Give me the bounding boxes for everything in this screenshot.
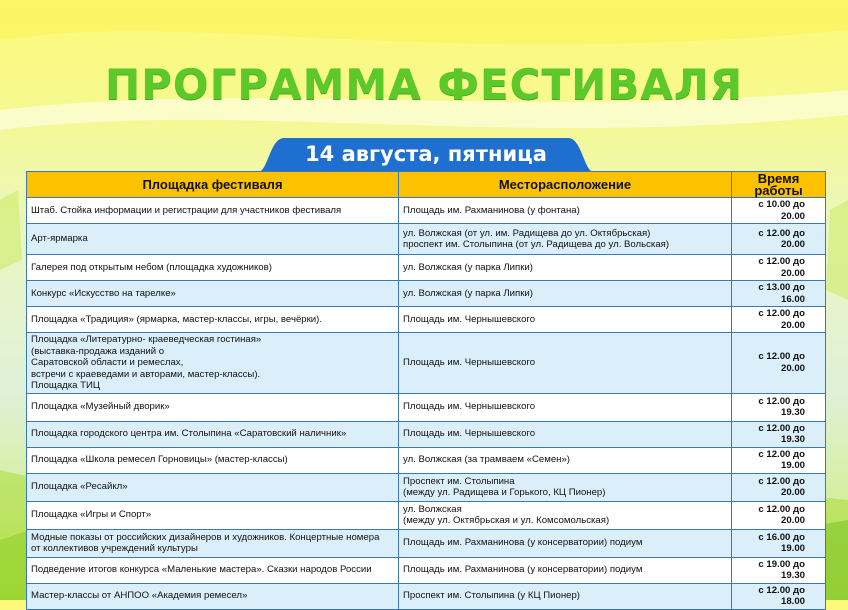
date-tab <box>258 136 594 172</box>
table-row <box>27 473 826 501</box>
cell-location-line: (между ул. Октябрьская и ул. Комсомольская) <box>403 515 610 526</box>
cell-location <box>399 333 732 394</box>
cell-venue-line: Площадка «Игры и Спорт» <box>31 509 152 521</box>
cell-time: с 12.00 до 19.30 <box>732 393 826 421</box>
cell-venue <box>27 557 399 583</box>
cell-venue <box>27 447 399 473</box>
cell-location-line: Площадь им. Чернышевского <box>403 357 536 368</box>
cell-venue <box>27 255 399 281</box>
cell-venue-line: Конкурс «Искусство на тарелке» <box>31 287 176 299</box>
cell-venue-line: встречи с краеведами и авторами, мастер-классы). <box>31 368 261 380</box>
cell-venue-line: от коллективов учреждений культуры <box>31 543 198 554</box>
cell-venue-line: Площадка ТИЦ <box>31 380 101 391</box>
cell-venue-line: Площадка «Литературно- краеведческая гостиная» <box>31 334 262 345</box>
table-row <box>27 421 826 447</box>
cell-venue-line: Галерея под открытым небом (площадка художников) <box>31 261 272 273</box>
cell-location <box>399 501 732 529</box>
cell-location-line: (между ул. Радищева и Горького, КЦ Пионер) <box>403 487 606 498</box>
cell-venue <box>27 333 399 394</box>
cell-time: с 12.00 до 20.00 <box>732 473 826 501</box>
cell-location <box>399 473 732 501</box>
cell-location-line: Площадь им. Рахманинова (у консерватории) подиум <box>403 537 643 549</box>
cell-time: с 12.00 до 20.00 <box>732 307 826 333</box>
table-row <box>27 447 826 473</box>
cell-venue <box>27 473 399 501</box>
cell-location-line: проспект им. Столыпина (от ул. Радищева до ул. Вольская) <box>403 239 670 250</box>
table-row <box>27 281 826 307</box>
program-table <box>26 171 825 610</box>
cell-time: с 12.00 до 19.00 <box>732 447 826 473</box>
cell-location <box>399 583 732 609</box>
cell-venue <box>27 224 399 255</box>
cell-venue <box>27 583 399 609</box>
cell-venue <box>27 307 399 333</box>
cell-location-line: Проспект им. Столыпина <box>403 475 515 487</box>
column-header-location: Месторасположение <box>399 172 732 198</box>
cell-venue <box>27 198 399 224</box>
cell-location <box>399 421 732 447</box>
cell-venue <box>27 529 399 557</box>
cell-location <box>399 255 732 281</box>
table-row <box>27 198 826 224</box>
cell-time: с 13.00 до 16.00 <box>732 281 826 307</box>
cell-venue <box>27 501 399 529</box>
cell-location <box>399 224 732 255</box>
cell-location <box>399 281 732 307</box>
cell-time: с 12.00 до 20.00 <box>732 224 826 255</box>
cell-location <box>399 307 732 333</box>
cell-venue-line: Арт-ярмарка <box>31 233 88 245</box>
page-title: ПРОГРАММА ФЕСТИВАЛЯ <box>104 60 744 109</box>
cell-location-line: Площадь им. Чернышевского <box>403 313 536 325</box>
table-row <box>27 333 826 394</box>
cell-location <box>399 529 732 557</box>
cell-location-line: ул. Волжская (у парка Липки) <box>403 287 533 299</box>
date-label: 14 августа, пятница <box>305 142 547 166</box>
cell-location-line: Площадь им. Чернышевского <box>403 428 536 440</box>
cell-location-line: Площадь им. Рахманинова (у фонтана) <box>403 204 580 216</box>
cell-venue <box>27 393 399 421</box>
cell-venue-line: Штаб. Стойка информации и регистрации для участников фестиваля <box>31 204 342 216</box>
cell-location-line: Проспект им. Столыпина (у КЦ Пионер) <box>403 590 580 602</box>
table-row <box>27 307 826 333</box>
cell-time: с 19.00 до 19.30 <box>732 557 826 583</box>
cell-time: с 12.00 до 18.00 <box>732 583 826 609</box>
cell-time: с 16.00 до 19.00 <box>732 529 826 557</box>
cell-venue-line: Мастер-классы от АНПОО «Академия ремесел» <box>31 590 248 602</box>
table-row <box>27 557 826 583</box>
cell-location <box>399 198 732 224</box>
cell-venue <box>27 281 399 307</box>
cell-location-line: ул. Волжская (от ул. им. Радищева до ул. Октябрьская) <box>403 227 651 239</box>
cell-location-line: Площадь им. Чернышевского <box>403 401 536 413</box>
table-row <box>27 583 826 609</box>
cell-location <box>399 557 732 583</box>
table-row <box>27 529 826 557</box>
cell-venue-line: Площадка «Традиция» (ярмарка, мастер-классы, игры, вечёрки). <box>31 313 323 325</box>
cell-venue-line: Площадка «Школа ремесел Горновицы» (мастер-классы) <box>31 454 288 466</box>
cell-venue-line: Модные показы от российских дизайнеров и художников. Концертные номера <box>31 531 380 543</box>
cell-location-line: ул. Волжская (за трамваем «Семен») <box>403 454 570 466</box>
table-row <box>27 393 826 421</box>
column-header-venue: Площадка фестиваля <box>27 172 399 198</box>
cell-venue-line: Саратовской области и ремеслах, <box>31 357 184 368</box>
cell-venue-line: (выставка-продажа изданий о <box>31 345 165 357</box>
table-header-row <box>27 172 826 198</box>
cell-time: с 12.00 до 19.30 <box>732 421 826 447</box>
cell-location-line: Площадь им. Рахманинова (у консерватории) подиум <box>403 564 643 576</box>
column-header-time: Время работы <box>732 172 826 198</box>
table-row <box>27 255 826 281</box>
cell-location-line: ул. Волжская (у парка Липки) <box>403 261 533 273</box>
cell-time: с 12.00 до 20.00 <box>732 255 826 281</box>
cell-venue-line: Площадка «Музейный дворик» <box>31 401 170 413</box>
cell-venue-line: Подведение итогов конкурса «Маленькие мастера». Сказки народов России <box>31 564 372 576</box>
cell-time: с 10.00 до 20.00 <box>732 198 826 224</box>
cell-location-line: ул. Волжская <box>403 503 462 515</box>
table-row <box>27 224 826 255</box>
cell-venue <box>27 421 399 447</box>
cell-location <box>399 447 732 473</box>
cell-location <box>399 393 732 421</box>
cell-venue-line: Площадка городского центра им. Столыпина «Саратовский наличник» <box>31 428 347 440</box>
cell-time: с 12.00 до 20.00 <box>732 333 826 394</box>
cell-venue-line: Площадка «Ресайкл» <box>31 481 128 493</box>
cell-time: с 12.00 до 20.00 <box>732 501 826 529</box>
table-row <box>27 501 826 529</box>
